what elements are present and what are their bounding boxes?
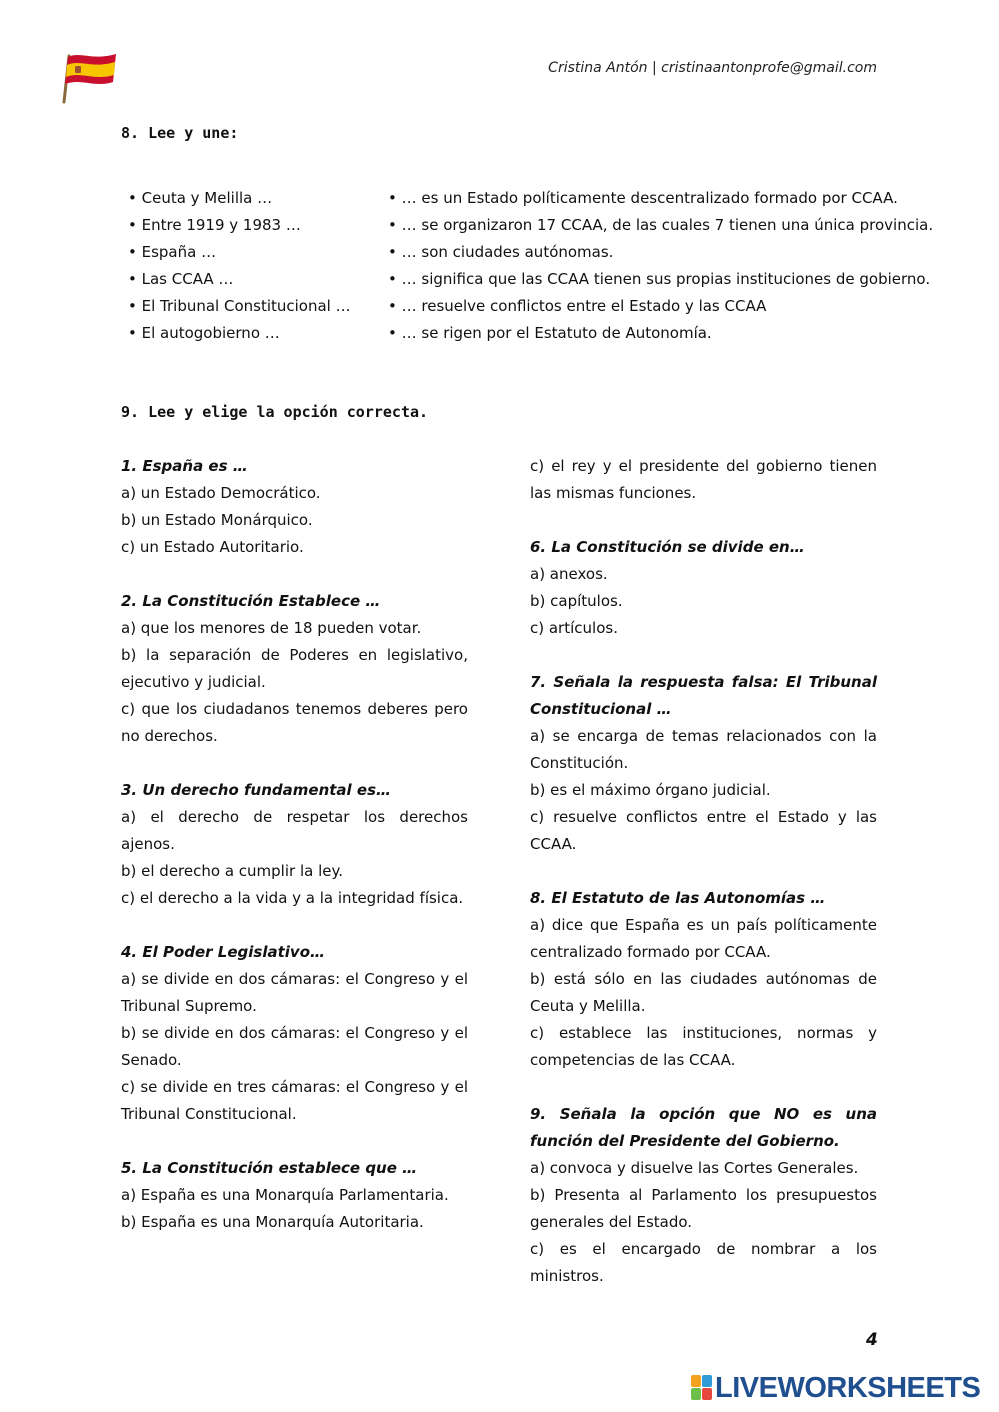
page-number: 4 bbox=[866, 1330, 878, 1350]
question-title: 7. Señala la respuesta falsa: El Tribunal Constitucional … bbox=[530, 673, 877, 718]
match-left-item: • Las CCAA … bbox=[128, 270, 234, 288]
match-left-column bbox=[128, 185, 351, 347]
question-title: 6. La Constitución se divide en… bbox=[530, 538, 805, 556]
option-a: a) anexos. bbox=[530, 565, 608, 583]
option-c: c) se divide en tres cámaras: el Congreso y el Tribunal Constitucional. bbox=[121, 1078, 468, 1123]
header-credit: Cristina Antón | cristinaantonprofe@gmail.com bbox=[548, 60, 877, 76]
question-title: 1. España es … bbox=[121, 457, 248, 475]
option-a: a) el derecho de respetar los derechos ajenos. bbox=[121, 808, 468, 853]
option-b: b) está sólo en las ciudades autónomas de Ceuta y Melilla. bbox=[530, 970, 877, 1015]
question-title: 8. El Estatuto de las Autonomías … bbox=[530, 889, 826, 907]
option-a: a) un Estado Democrático. bbox=[121, 484, 321, 502]
question-8 bbox=[530, 885, 877, 1074]
option-a: a) que los menores de 18 pueden votar. bbox=[121, 619, 422, 637]
option-b: b) es el máximo órgano judicial. bbox=[530, 781, 771, 799]
option-a: a) se divide en dos cámaras: el Congreso y el Tribunal Supremo. bbox=[121, 970, 468, 1015]
match-left-item: • Entre 1919 y 1983 … bbox=[128, 216, 301, 234]
match-right-item: • … significa que las CCAA tienen sus propias instituciones de gobierno. bbox=[388, 270, 931, 288]
option-b: b) Presenta al Parlamento los presupuestos generales del Estado. bbox=[530, 1186, 877, 1231]
liveworksheets-logo[interactable] bbox=[691, 1374, 980, 1402]
question-title: 4. El Poder Legislativo… bbox=[121, 943, 325, 961]
match-right-item: • … son ciudades autónomas. bbox=[388, 243, 614, 261]
question-9 bbox=[530, 1101, 877, 1290]
question-7 bbox=[530, 669, 877, 858]
section-9-title: 9. Lee y elige la opción correcta. bbox=[121, 403, 429, 421]
option-b: b) el derecho a cumplir la ley. bbox=[121, 862, 343, 880]
option-c: c) resuelve conflictos entre el Estado y las CCAA. bbox=[530, 808, 877, 853]
option-c: c) un Estado Autoritario. bbox=[121, 538, 304, 556]
question-title: 5. La Constitución establece que … bbox=[121, 1159, 418, 1177]
section-8-title: 8. Lee y une: bbox=[121, 124, 239, 142]
option-c: c) el rey y el presidente del gobierno tienen las mismas funciones. bbox=[530, 457, 877, 502]
question-title: 9. Señala la opción que NO es una función del Presidente del Gobierno. bbox=[530, 1105, 877, 1150]
liveworksheets-badge-icon bbox=[691, 1375, 713, 1401]
match-left-item: • Ceuta y Melilla … bbox=[128, 189, 273, 207]
match-right-item: • … es un Estado políticamente descentralizado formado por CCAA. bbox=[388, 189, 898, 207]
option-c: c) que los ciudadanos tenemos deberes pero no derechos. bbox=[121, 700, 468, 745]
question-5 bbox=[121, 1155, 468, 1236]
option-b: b) la separación de Poderes en legislativo, ejecutivo y judicial. bbox=[121, 646, 468, 691]
match-left-item: • El Tribunal Constitucional … bbox=[128, 297, 351, 315]
spain-flag-icon bbox=[58, 48, 120, 104]
match-right-item: • … resuelve conflictos entre el Estado y las CCAA bbox=[388, 297, 767, 315]
question-2 bbox=[121, 588, 468, 750]
questions-left-column bbox=[121, 453, 468, 1263]
match-right-item: • … se rigen por el Estatuto de Autonomía. bbox=[388, 324, 712, 342]
match-right-item: • … se organizaron 17 CCAA, de las cuales 7 tienen una única provincia. bbox=[388, 216, 934, 234]
match-right-column bbox=[388, 185, 933, 347]
option-b: b) un Estado Monárquico. bbox=[121, 511, 313, 529]
option-b: b) se divide en dos cámaras: el Congreso y el Senado. bbox=[121, 1024, 468, 1069]
question-title: 2. La Constitución Establece … bbox=[121, 592, 381, 610]
option-a: a) España es una Monarquía Parlamentaria. bbox=[121, 1186, 449, 1204]
option-a: a) se encarga de temas relacionados con la Constitución. bbox=[530, 727, 877, 772]
match-left-item: • España … bbox=[128, 243, 217, 261]
question-5-continued bbox=[530, 453, 877, 507]
option-c: c) el derecho a la vida y a la integridad física. bbox=[121, 889, 464, 907]
option-b: b) España es una Monarquía Autoritaria. bbox=[121, 1213, 424, 1231]
option-a: a) convoca y disuelve las Cortes Generales. bbox=[530, 1159, 859, 1177]
liveworksheets-logo-text: LIVEWORKSHEETS bbox=[715, 1372, 981, 1404]
question-4 bbox=[121, 939, 468, 1128]
questions-right-column bbox=[530, 453, 877, 1317]
question-title: 3. Un derecho fundamental es… bbox=[121, 781, 391, 799]
option-b: b) capítulos. bbox=[530, 592, 623, 610]
option-c: c) artículos. bbox=[530, 619, 618, 637]
option-a: a) dice que España es un país políticamente centralizado formado por CCAA. bbox=[530, 916, 877, 961]
question-3 bbox=[121, 777, 468, 912]
match-left-item: • El autogobierno … bbox=[128, 324, 280, 342]
question-6 bbox=[530, 534, 877, 642]
question-1 bbox=[121, 453, 468, 561]
option-c: c) es el encargado de nombrar a los ministros. bbox=[530, 1240, 877, 1285]
option-c: c) establece las instituciones, normas y competencias de las CCAA. bbox=[530, 1024, 877, 1069]
